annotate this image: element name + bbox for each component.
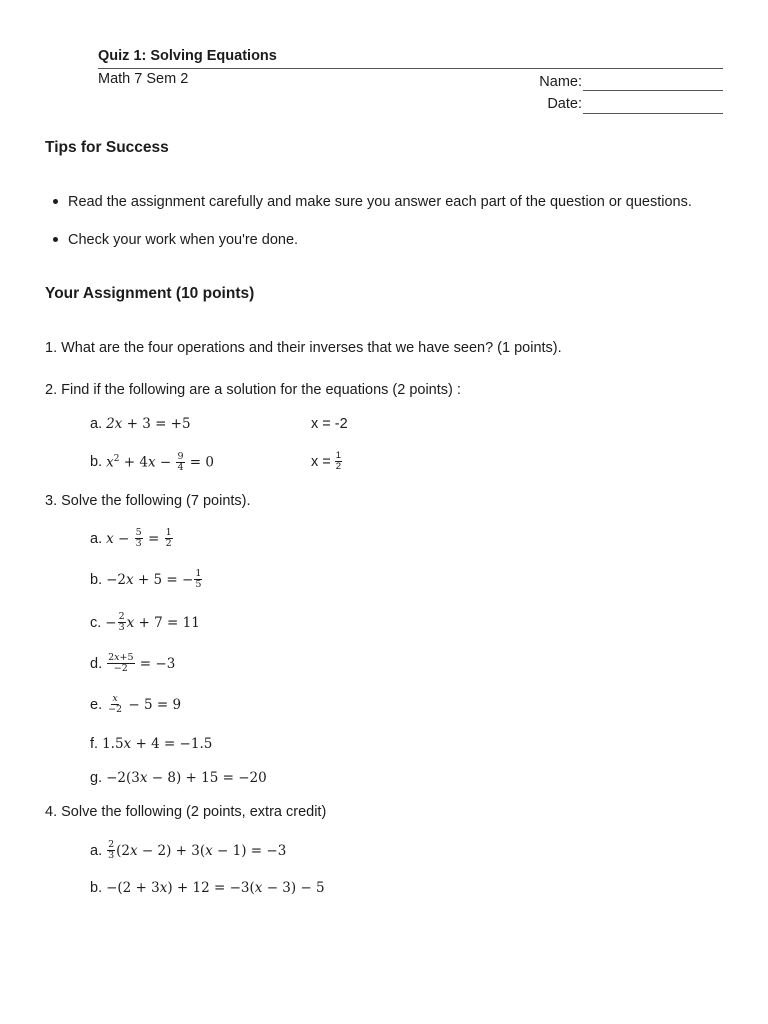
course-name: Math 7 Sem 2 [98,71,189,87]
q2b-item [90,450,214,474]
date-label: Date: [547,96,582,112]
tip-item: Read the assignment carefully and make sure you answer each part of the question or questions. [68,194,692,210]
tip-item: Check your work when you're done. [68,232,299,248]
equation: −2x + 5 = − $\frac{1}{5}$ [106,567,202,590]
q3b-item [90,568,203,592]
equation: −2(3x − 8) + 15 = −20 [106,770,267,786]
item-label: b. [90,572,103,588]
equation: −(2 + 3x) + 12 = −3(x − 3) − 5 [106,880,325,896]
question-1: 1. What are the four operations and their inverses that we have seen? (1 points). [45,340,562,356]
q3d-item [90,652,175,676]
tips-heading: Tips for Success [45,139,169,156]
equation: 2x + 3 = +5 [106,416,191,432]
quiz-title: Quiz 1: Solving Equations [98,48,277,64]
item-label: a. [90,531,103,547]
item-label: b. [90,880,103,896]
q4b-item [90,879,325,897]
item-label: a. [90,843,103,859]
q3e-item [90,693,181,717]
assignment-heading: Your Assignment (10 points) [45,285,255,302]
item-label: g. [90,770,103,786]
q2a-item [90,415,191,433]
equation: 1.5x + 4 = −1.5 [102,736,213,752]
question-2: 2. Find if the following are a solution for the equations (2 points) : [45,382,461,398]
question-3: 3. Solve the following (7 points). [45,493,251,509]
header-rule [98,68,723,69]
item-label: e. [90,697,103,713]
q3c-item [90,611,200,635]
equation: $\frac{x}{-2}$ − 5 = 9 [108,692,182,715]
q2a-solution: x = -2 [311,416,348,432]
q3a-item [90,527,174,551]
item-label: c. [90,615,102,631]
equation: $x^2 + 4x$ − $\frac{9}{4}$ = 0 [106,450,214,473]
q3f-item [90,735,212,753]
item-label: a. [90,416,103,432]
item-label: d. [90,656,103,672]
q2b-solution: x = $\frac{1}{2}$ [311,449,342,472]
q3g-item [90,769,267,787]
equation: x − $\frac{5}{3}$ = $\frac{1}{2}$ [106,526,172,549]
question-4: 4. Solve the following (2 points, extra credit) [45,804,327,820]
name-label: Name: [539,74,582,90]
name-line[interactable] [583,90,723,91]
equation: $\frac{2x+5}{-2}$ = −3 [108,651,176,674]
item-label: f. [90,736,99,752]
bullet-icon [53,199,58,204]
bullet-icon [53,237,58,242]
item-label: b. [90,454,103,470]
equation: $\frac{2}{3}$ (2x − 2) + 3(x − 1) = −3 [108,838,287,861]
q4a-item [90,839,286,863]
equation: − $\frac{2}{3}$ x + 7 = 11 [105,610,200,633]
date-line[interactable] [583,113,723,114]
